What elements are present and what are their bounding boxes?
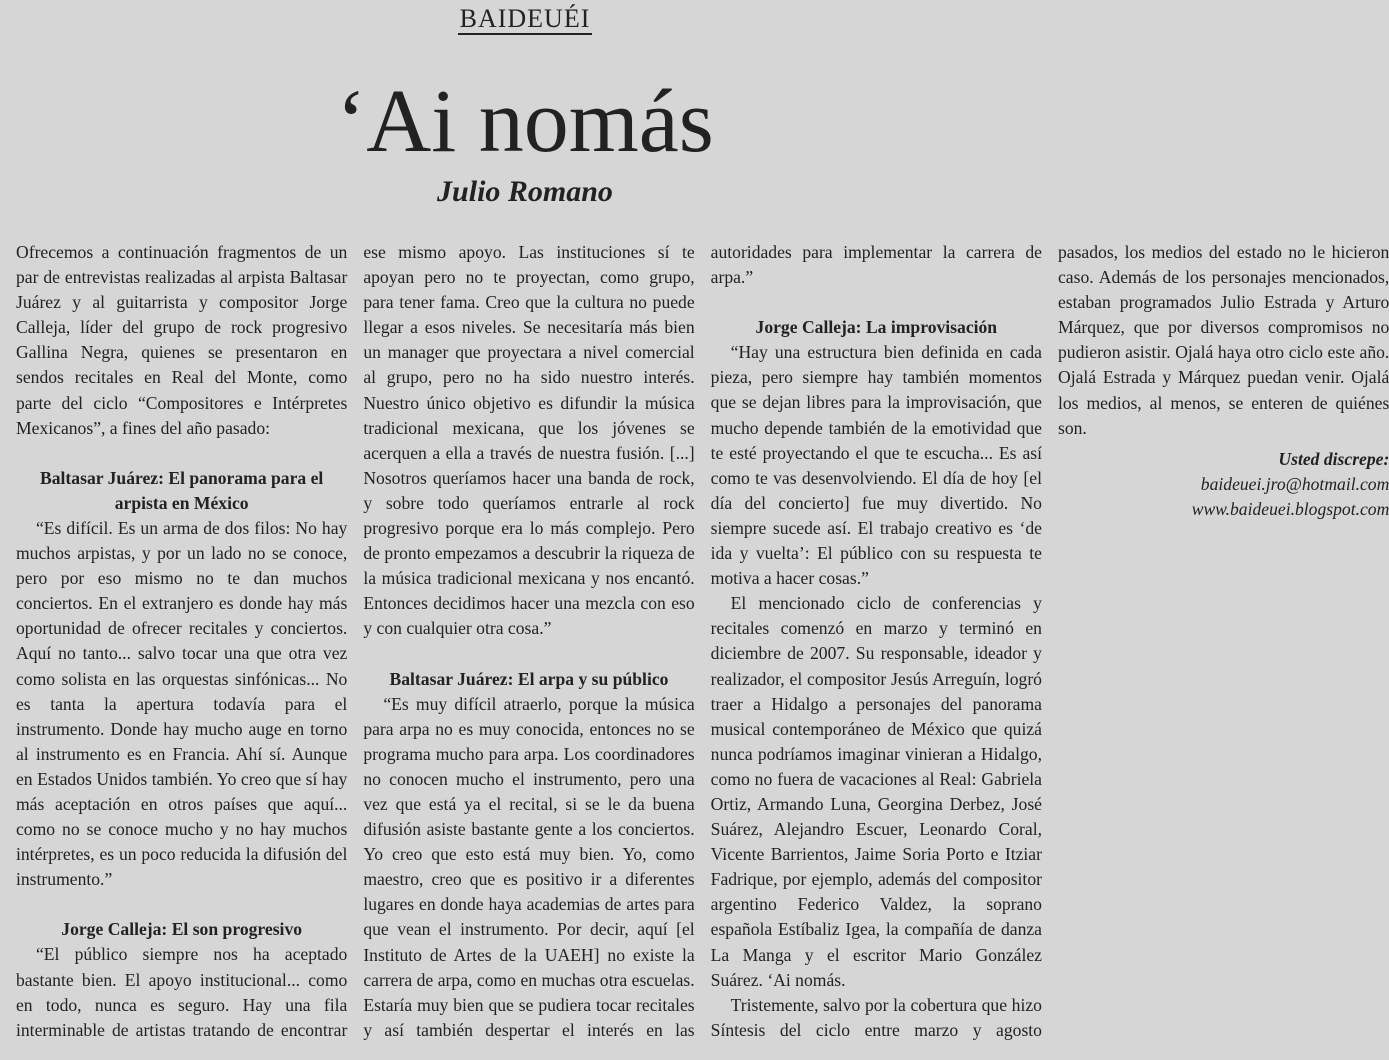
body-panorama: “Es difícil. Es un arma de dos filos: No hay muchos arpistas, y por un lado no se conoce, pero por eso mismo no te dan muchos conciertos. En el extranjero es donde hay más oportunidad de ofrecer recitales y conciertos. Aquí no tanto... salvo tocar una que otra vez como solista en las orquestas sinfónicas... No es tanta la apertura todavía para el instrumento. Donde hay mucho auge en torno al instrumento es en Francia. Ahí sí. Aunque en Estados Unidos también. Yo creo que sí hay más aceptación en otros países que aquí... como no se conoce mucho y no hay muchos intérpretes, es un poco reducida la difusión del instrumento.” <box>16 517 348 890</box>
subheading-improvisacion: Jorge Calleja: La improvisación <box>755 317 998 338</box>
body-son-progresivo: “El público siempre nos ha aceptado bastante bien. El apoyo institucional... como en todo, nunca es seguro. Hay una fila interminable de artistas tratando de encontrar ese mismo apoyo. Las instituciones sí te apoyan pero no te proyectan, como grupo, para tener fama. Creo que la cultura no puede llegar a esos niveles. Se necesitaría más bien un manager que proyectara a nivel comercial al grupo, pero no ha sido nuestro interés. Nuestro único objetivo es difundir la música tradicional mexicana, que los jóvenes se acerquen a ella a través de nuestra fusión. [...] Nosotros queríamos hacer una banda de rock, y sobre todo queríamos entrarle al rock progresivo porque era lo más complejo. Pero de pronto empezamos a descubrir la riqueza de la música tradicional mexicana y nos encantó. Entonces decidimos hacer una mezcla con eso y con cualquier otra cosa.” <box>16 242 695 1040</box>
intro-paragraph: Ofrecemos a continuación fragmentos de un par de entrevistas realizadas al arpista Baltasar Juárez y al guitarrista y compositor Jorge Calleja, líder del grupo de rock progresivo Gallina Negra, quienes se presentaron en sendos recitales en Real del Monte, como parte del ciclo “Compositores e Intérpretes Mexicanos”, a fines del año pasado: <box>16 242 348 438</box>
subheading-son-progresivo: Jorge Calleja: El son progresivo <box>61 919 303 940</box>
contact-label: Usted discrepe: <box>1278 448 1389 469</box>
body-improvisacion: “Hay una estructura bien definida en cada pieza, pero siempre hay también momentos que se dejan libres para la improvisación, que mucho depende también de la emotividad que te esté proyectando el que te escucha... Es así como te vas desenvolviendo. El día de hoy [el día del concierto] fue muy divertido. No siempre sucede así. El trabajo creativo es ‘de ida y vuelta’: El público con su respuesta te motiva a hacer cosas.” <box>710 342 1042 589</box>
closing-paragraph-2: Tristemente, salvo por la cobertura que hizo Síntesis del ciclo entre marzo y agosto pasados, los medios del estado no le hicieron caso. Además de los personajes mencionados, estaban programados Julio Estrada y Arturo Márquez, que por diversos compromisos no pudieron asistir. Ojalá haya otro ciclo este año. Ojalá Estrada y Márquez puedan venir. Ojalá los medios, al menos, se enteren de quiénes son. <box>710 242 1389 1040</box>
subheading-panorama: Baltasar Juárez: El panorama para el arpista en México <box>40 467 324 513</box>
subheading-arpa-publico: Baltasar Juárez: El arpa y su público <box>389 668 669 689</box>
contact-email: baideuei.jro@hotmail.com <box>1200 473 1389 494</box>
section-title: BAIDEUÉI <box>459 4 591 33</box>
closing-paragraph-1: El mencionado ciclo de conferencias y recitales comenzó en marzo y terminó en diciembre de 2007. Su responsable, ideador y realizador, el compositor Jesús Arreguín, logró traer a Hidalgo a personajes del panorama musical contemporáneo de México que quizá nunca podríamos imaginar vinieran a Hidalgo, como no fuera de vacaciones al Real: Gabriela Ortiz, Armando Luna, Georgina Derbez, José Suárez, Alejandro Escuer, Leonardo Coral, Vicente Barrientos, Jaime Soria Porto e Itziar Fadrique, por ejemplo, además del compositor argentino Federico Valdez, la soprano española Estíbaliz Igea, la compañía de danza La Manga y el escritor Mario González Suárez. ‘Ai nomás. <box>710 593 1042 990</box>
headline: ‘Ai nomás <box>336 72 714 171</box>
article-body <box>16 240 1389 1050</box>
contact-website: www.baideuei.blogspot.com <box>1191 498 1389 519</box>
byline: Julio Romano <box>437 175 613 208</box>
body-arpa-publico: “Es muy difícil atraerlo, porque la música para arpa no es muy conocida, entonces no se programa mucho para arpa. Los coordinadores no conocen mucho el instrumento, pero una vez que está ya el recital, si se le da buena difusión asiste bastante gente a los conciertos. Yo creo que esto está muy bien. Yo, como maestro, creo que es positivo ir a diferentes lugares en donde haya academias de artes para que vean el instrumento. Por decir, aquí [el Instituto de Artes de la UAEH] no existe la carrera de arpa, como en muchas otra escuelas. Estaría muy bien que se pudiera tocar recitales y así también despertar el interés en las autoridades para implementar la carrera de arpa.” <box>363 242 1042 1040</box>
